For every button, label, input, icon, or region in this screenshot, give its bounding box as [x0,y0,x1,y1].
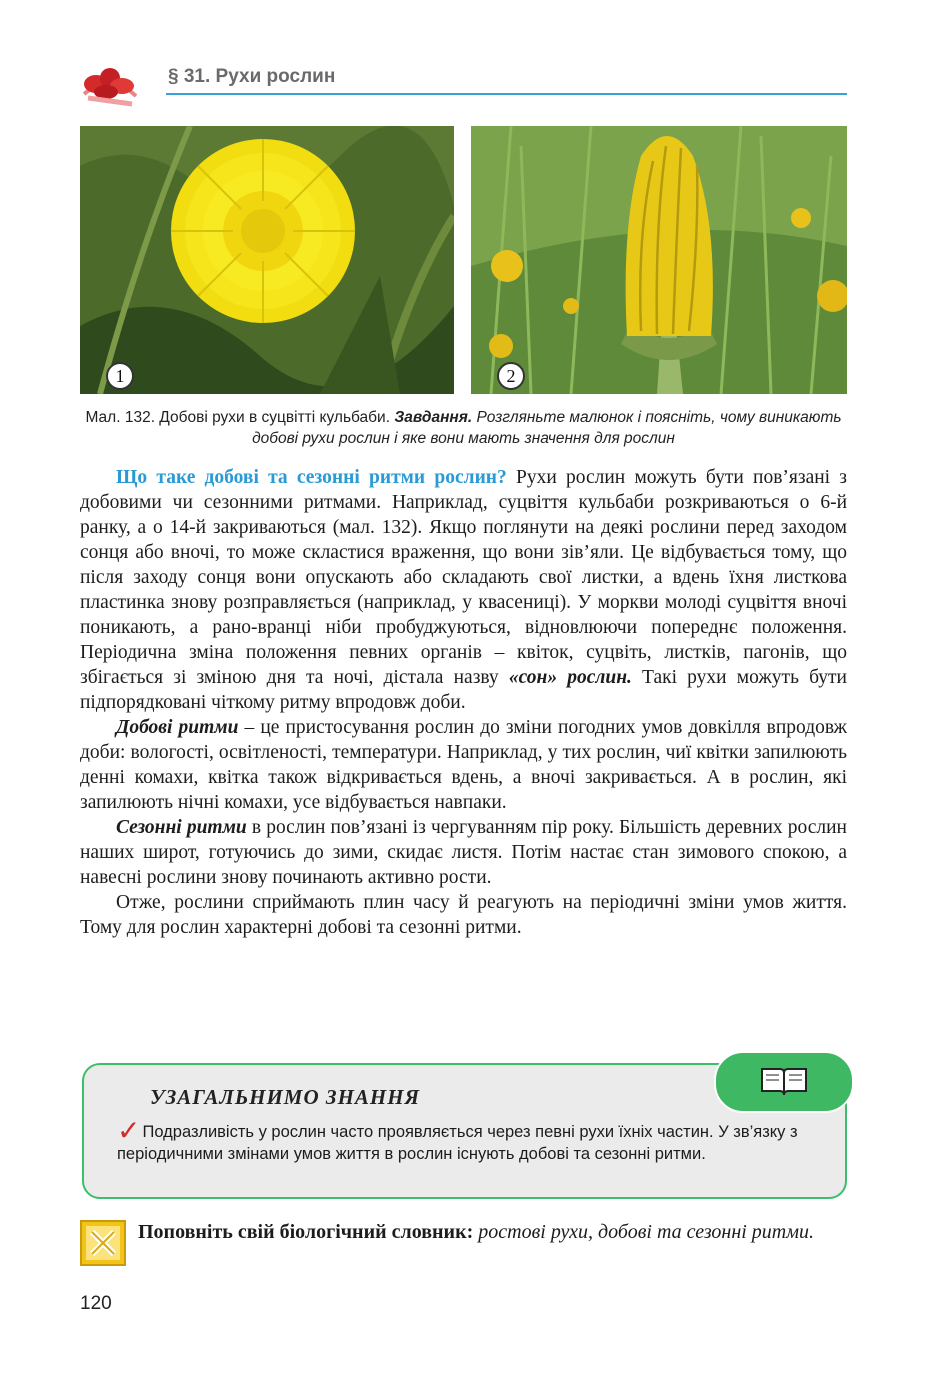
flower-emblem-icon [80,64,140,108]
paragraph-1-text: Рухи рослин можуть бути пов’язані з добовими чи сезонними ритмами. Наприклад, суцвіття кульбаби розкриваються о 6-й ранку, а о 14-й закриваються (мал. 132). Якщо поглянути на деякі рослини перед заходом сонця або вночі, то може скластися враження, що вони зів’яли. Це відбувається тому, що після заходу сонця вони опускають або складають свої листки, а вдень їхня листкова пластинка знову розправляється (наприклад, у квасениці). У моркви молоді суцвіття вночі поникають, а рано-вранці ніби пробуджуються, відновлюючи попереднє положення. Періодична зміна положення певних органів – квіток, суцвіть, листків, пагонів, що збігається зі зміною дня та ночі, дістала назву [80,467,847,688]
term-seasonal-rhythms: Сезонні ритми [116,817,247,838]
caption-label: Мал. 132. Добові рухи в суцвітті кульбаби. [85,409,395,426]
photo-closed-dandelion [471,126,847,394]
dictionary-icon [80,1220,126,1266]
section-question: Що таке добові та сезонні ритми рослин? [116,467,507,488]
dictionary-text [138,1220,847,1245]
summary-title: УЗАГАЛЬНИМО ЗНАННЯ [150,1085,421,1109]
summary-body: Подразливість у рослин часто проявляється через певні рухи їхніх частин. У зв’язку з періодичними змінами умов життя в рослин існують добові та сезонні ритми. [117,1123,798,1163]
caption-task-text: Розгляньте малюнок і поясніть, чому виникають добові рухи рослин і яке вони мають значення для рослин [252,409,842,447]
page-header [80,60,847,110]
open-book-icon [760,1065,808,1097]
paragraph-1 [80,465,847,715]
paragraph-3-text: в рослин пов’язані із чергуванням пір року. Більшість деревних рослин наших широт, готуючись до зими, скидає листя. Потім настає стан зимового спокою, а навесні рослини знову починають активно рости. [80,817,847,888]
paragraph-4: Отже, рослини сприймають плин часу й реагують на періодичні зміни умов життя. Тому для рослин характерні добові та сезонні ритми. [80,892,847,938]
summary-book-tab [714,1051,854,1113]
term-daily-rhythms: Добові ритми [116,717,239,738]
paragraph-2-text: – це пристосування рослин до зміни погодних умов довкілля впродовж доби: вологості, освітленості, температури. Наприклад, у тих рослин, чиї квітки запилюють денні комахи, квітка також відкривається вдень, а вночі закривається. А в рослин, які запилюють нічні комахи, усе відбувається навпаки. [80,717,847,813]
main-text [80,465,847,940]
checkmark-icon: ✓ [117,1115,141,1146]
dictionary-terms: ростові рухи, добові та сезонні ритми. [473,1221,814,1243]
dictionary-lead: Поповніть свій біологічний словник: [138,1221,474,1243]
paragraph-2 [80,715,847,815]
figure-caption [80,407,847,449]
term-plant-sleep: «сон» рослин. [508,667,632,688]
paragraph-3 [80,815,847,890]
section-title: § 31. Рухи рослин [168,66,336,87]
caption-task-label: Завдання. [394,409,473,426]
summary-text [117,1115,827,1165]
photo-number-1: 1 [106,362,134,390]
paragraph-1-ending: Такі рухи можуть бути підпорядковані чіткому ритму впродовж доби. [80,667,847,713]
page-number: 120 [80,1293,112,1314]
header-divider [166,93,847,95]
summary-box [82,1063,847,1199]
photo-open-dandelion [80,126,454,394]
photo-number-2: 2 [497,362,525,390]
